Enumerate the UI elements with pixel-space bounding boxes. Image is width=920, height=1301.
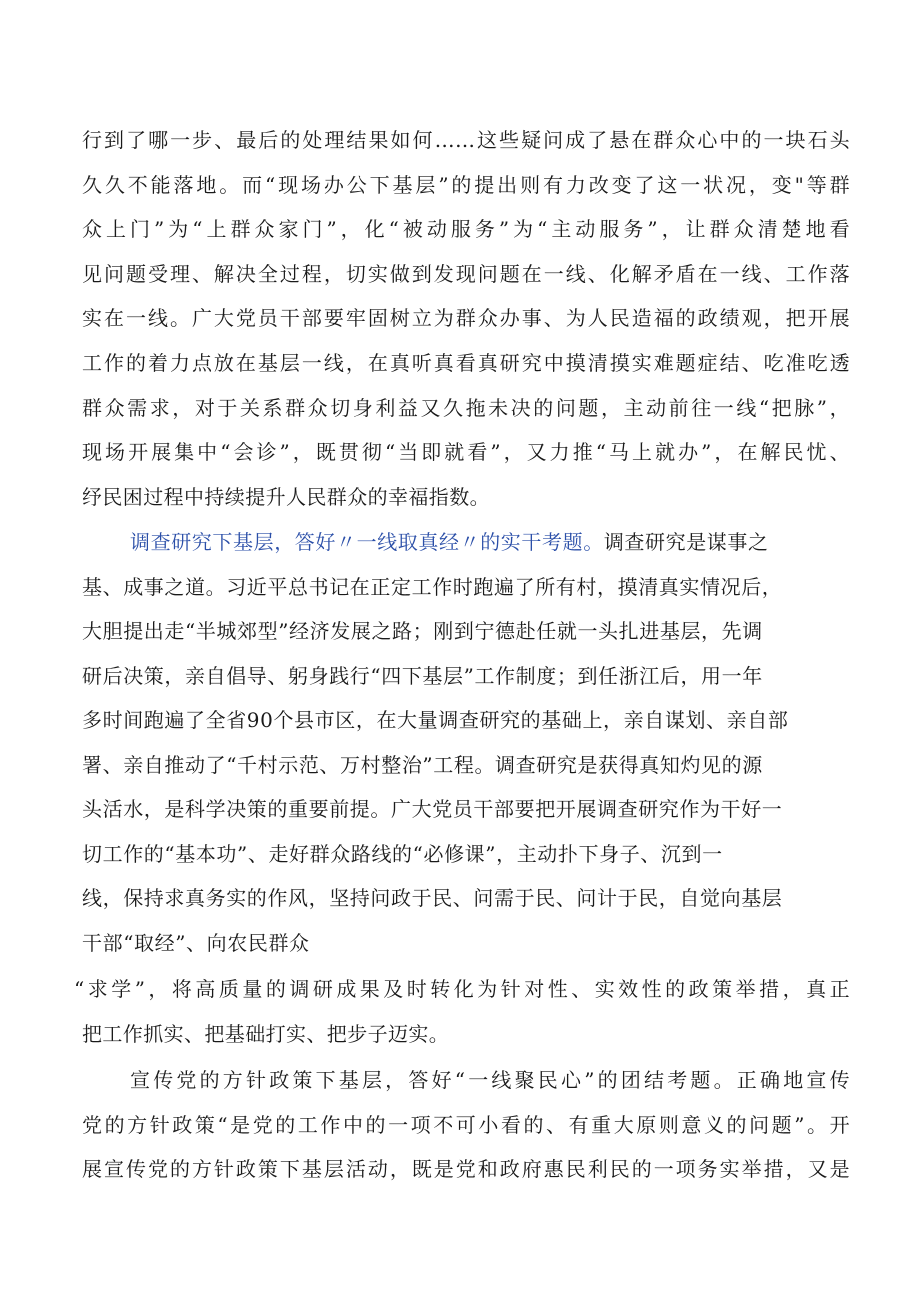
p2-line-3: 大胆提出走“半城郊型”经济发展之路；刚到宁德赴任就一头扎进基层，先调 [82,619,763,643]
p2-line-10: 干部“取经”、向农民群众 [82,931,310,955]
p2-line-9: 线，保持求真务实的作风，坚持问政于民、问需于民、问计于民，自觉向基层 [82,886,783,910]
p3-line-1: 宣传党的方针政策下基层，答好“一线聚民心”的团结考题。正确地宣传 [130,1068,850,1092]
p2-line-1-rest: 调查研究是谋事之 [603,530,769,554]
p2-line-5: 多时间跑遍了全省90个县市区，在大量调查研究的基础上，亲自谋划、亲自部 [82,708,789,732]
p2-line-4: 研后决策，亲自倡导、躬身践行“四下基层”工作制度；到任浙江后，用一年 [82,664,763,688]
p2-line-11: “求学”，将高质量的调研成果及时转化为针对性、实效性的政策举措，真正 [74,977,850,1001]
p1-line-9: 纾民困过程中持续提升人民群众的幸福指数。 [82,485,490,509]
p3-line-3: 展宣传党的方针政策下基层活动，既是党和政府惠民利民的一项务实举措，又是 [82,1157,850,1181]
p1-line-7: 群众需求，对于关系群众切身利益又久拖未决的问题，主动前往一线“把脉”， [82,396,850,420]
p2-line-2: 基、成事之道。习近平总书记在正定工作时跑遍了所有村，摸清真实情况后， [82,575,783,599]
p2-line-8: 切工作的“基本功”、走好群众路线的“必修课”，主动扑下身子、沉到一 [82,842,723,866]
p1-line-4: 见问题受理、解决全过程，切实做到发现问题在一线、化解矛盾在一线、工作落 [82,262,850,286]
p1-line-2: 久久不能落地。而“现场办公下基层”的提出则有力改变了这一状况，变"等群 [82,173,850,197]
p1-line-6: 工作的着力点放在基层一线，在真听真看真研究中摸清摸实难题症结、吃准吃透 [82,351,850,375]
p1-line-3: 众上门”为“上群众家门”，化“被动服务”为“主动服务”，让群众清楚地看 [82,217,850,241]
p1-line-1: 行到了哪一步、最后的处理结果如何……这些疑问成了悬在群众心中的一块石头 [82,128,850,152]
p1-line-5: 实在一线。广大党员干部要牢固树立为群众办事、为人民造福的政绩观，把开展 [82,306,850,330]
p1-line-8: 现场开展集中“会诊”，既贯彻“当即就看”，又力推“马上就办”，在解民忧、 [82,440,850,464]
p2-line-12: 把工作抓实、把基础打实、把步子迈实。 [82,1022,450,1046]
p2-line-1 [130,530,769,554]
p2-line-6: 署、亲自推动了“千村示范、万村整治”工程。调查研究是获得真知灼见的源 [82,753,763,777]
p3-line-2: 党的方针政策“是党的工作中的一项不可小看的、有重大原则意义的问题”。开 [82,1113,850,1137]
p2-line-7: 头活水，是科学决策的重要前提。广大党员干部要把开展调查研究作为干好一 [82,797,783,821]
p2-lead-heading: 调查研究下基层，答好〃一线取真经〃的实干考题。 [130,530,604,554]
